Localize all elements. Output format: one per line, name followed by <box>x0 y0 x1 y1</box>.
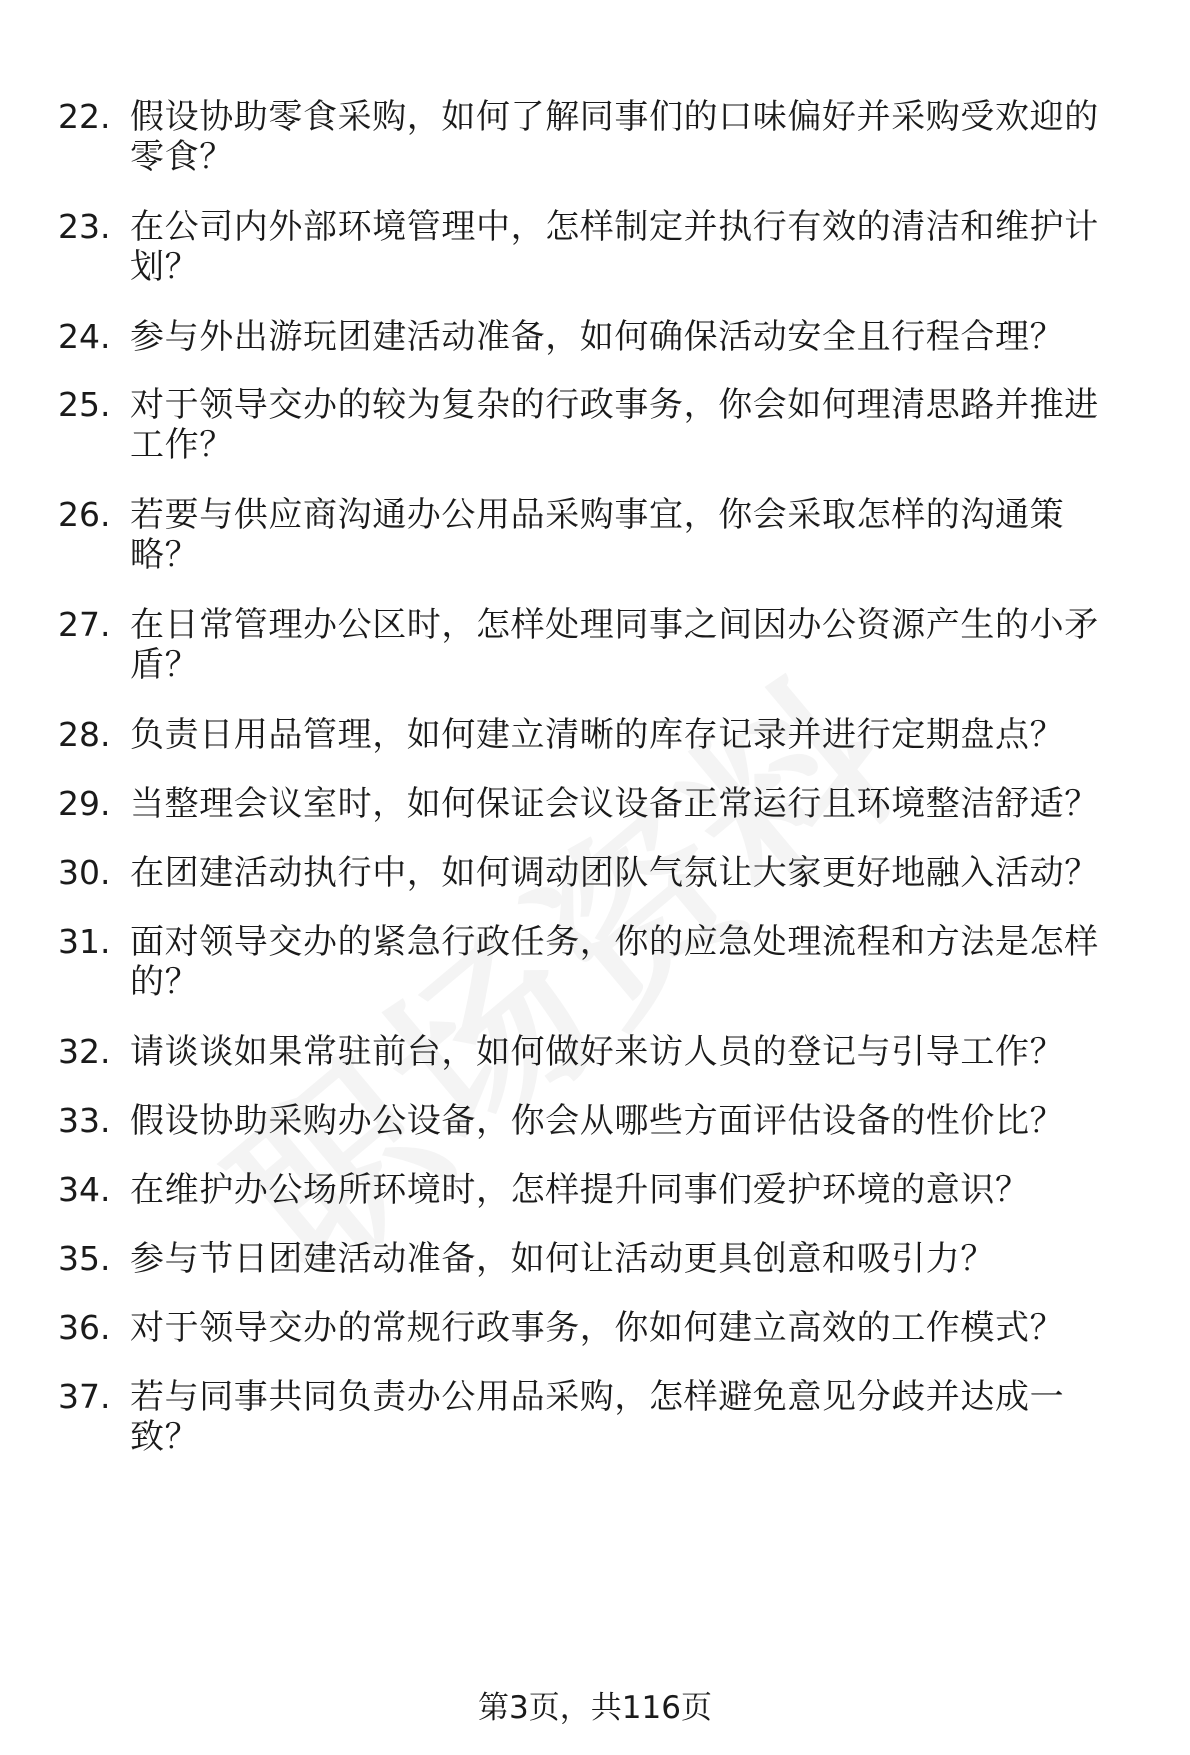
question-line: 略？ <box>130 535 200 575</box>
question-number: 28. <box>58 715 111 754</box>
question-number: 32. <box>58 1032 111 1071</box>
question-number: 37. <box>58 1377 111 1416</box>
question-number: 31. <box>58 922 111 961</box>
question-text <box>130 1239 1190 1279</box>
question-number: 27. <box>58 605 111 644</box>
page-number: 第3页，共116页 <box>478 1690 712 1726</box>
question-line: 在公司内外部环境管理中，怎样制定并执行有效的清洁和维护计 <box>130 207 1099 247</box>
question-text <box>130 1101 1190 1141</box>
question-text <box>130 1308 1190 1348</box>
question-number: 33. <box>58 1101 111 1140</box>
question-number: 22. <box>58 97 111 136</box>
question-number: 30. <box>58 853 111 892</box>
question-text <box>130 495 1190 575</box>
question-text <box>130 715 1190 755</box>
question-text <box>130 1170 1190 1210</box>
question-text <box>130 922 1190 1002</box>
question-number: 26. <box>58 495 111 534</box>
question-line: 盾？ <box>130 645 200 685</box>
question-line: 致？ <box>130 1417 200 1457</box>
question-line: 对于领导交办的常规行政事务，你如何建立高效的工作模式？ <box>130 1308 1065 1348</box>
question-line: 的？ <box>130 962 200 1002</box>
question-number: 35. <box>58 1239 111 1278</box>
question-line: 划？ <box>130 247 200 287</box>
question-line: 当整理会议室时，如何保证会议设备正常运行且环境整洁舒适？ <box>130 784 1099 824</box>
question-line: 在日常管理办公区时，怎样处理同事之间因办公资源产生的小矛 <box>130 605 1099 645</box>
question-text <box>130 853 1190 893</box>
question-text <box>130 97 1190 177</box>
question-line: 工作？ <box>130 425 234 465</box>
question-text <box>130 1377 1190 1457</box>
question-line: 参与外出游玩团建活动准备，如何确保活动安全且行程合理？ <box>130 317 1065 357</box>
question-number: 36. <box>58 1308 111 1347</box>
question-line: 在团建活动执行中，如何调动团队气氛让大家更好地融入活动？ <box>130 853 1099 893</box>
question-text <box>130 784 1190 824</box>
question-text <box>130 605 1190 685</box>
question-line: 面对领导交办的紧急行政任务，你的应急处理流程和方法是怎样 <box>130 922 1099 962</box>
question-line: 若与同事共同负责办公用品采购，怎样避免意见分歧并达成一 <box>130 1377 1065 1417</box>
question-number: 25. <box>58 385 111 424</box>
question-text <box>130 1032 1190 1072</box>
question-line: 假设协助零食采购，如何了解同事们的口味偏好并采购受欢迎的 <box>130 97 1099 137</box>
question-line: 零食？ <box>130 137 234 177</box>
question-number: 34. <box>58 1170 111 1209</box>
question-text <box>130 317 1190 357</box>
question-text <box>130 385 1190 465</box>
question-line: 请谈谈如果常驻前台，如何做好来访人员的登记与引导工作？ <box>130 1032 1065 1072</box>
question-number: 24. <box>58 317 111 356</box>
question-text <box>130 207 1190 287</box>
question-line: 对于领导交办的较为复杂的行政事务，你会如何理清思路并推进 <box>130 385 1099 425</box>
question-line: 参与节日团建活动准备，如何让活动更具创意和吸引力？ <box>130 1239 995 1279</box>
question-number: 29. <box>58 784 111 823</box>
question-number: 23. <box>58 207 111 246</box>
question-line: 负责日用品管理，如何建立清晰的库存记录并进行定期盘点？ <box>130 715 1065 755</box>
question-line: 在维护办公场所环境时，怎样提升同事们爱护环境的意识？ <box>130 1170 1030 1210</box>
question-line: 若要与供应商沟通办公用品采购事宜，你会采取怎样的沟通策 <box>130 495 1065 535</box>
question-line: 假设协助采购办公设备，你会从哪些方面评估设备的性价比？ <box>130 1101 1065 1141</box>
